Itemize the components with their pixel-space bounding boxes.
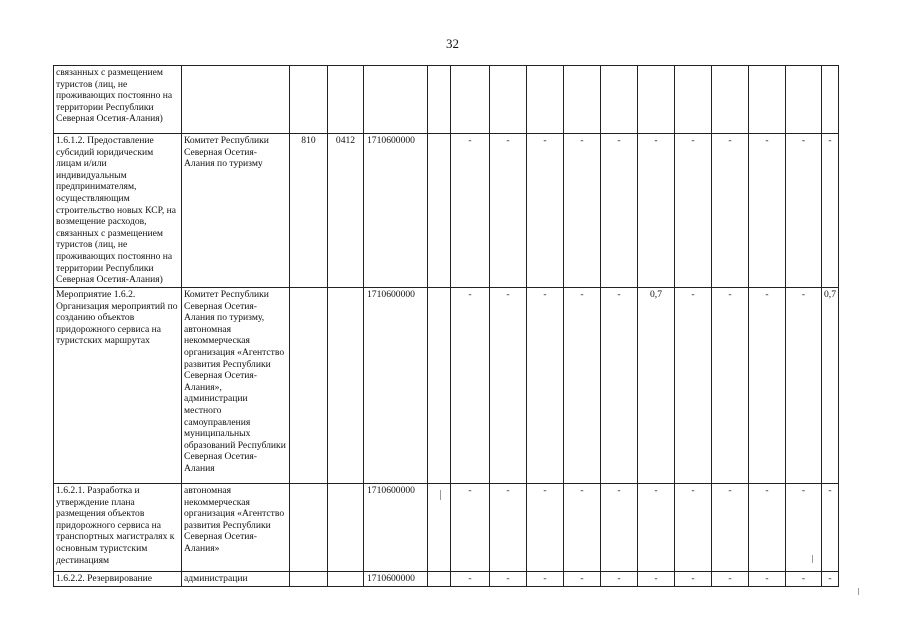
value-cell: - — [451, 484, 490, 572]
executor-cell: администрации — [182, 572, 290, 587]
value-cell: - — [786, 134, 822, 288]
value-cell — [564, 66, 601, 134]
value-cell — [712, 66, 749, 134]
table-row — [54, 484, 839, 572]
value-cell: - — [638, 134, 675, 288]
rzpr-cell — [328, 484, 364, 572]
value-cell: - — [451, 288, 490, 484]
value-cell: - — [490, 134, 527, 288]
value-cell: - — [451, 572, 490, 587]
value-cell: - — [786, 572, 822, 587]
value-cell: - — [749, 572, 786, 587]
value-cell: - — [749, 484, 786, 572]
csr-cell: 1710600000 — [364, 288, 428, 484]
csr-cell: 1710600000 — [364, 134, 428, 288]
executor-cell: Комитет Республики Северная Осетия-Алания по туризму — [182, 134, 290, 288]
value-cell — [749, 66, 786, 134]
table-row — [54, 66, 839, 134]
value-cell: - — [601, 288, 638, 484]
value-cell: - — [822, 572, 839, 587]
grbs-cell — [290, 66, 328, 134]
csr-cell: 1710600000 — [364, 572, 428, 587]
measure-name-cell: Мероприятие 1.6.2. Организация мероприятий по созданию объектов придорожного сервиса на туристских маршрутах — [54, 288, 182, 484]
value-cell: - — [527, 288, 564, 484]
value-cell: - — [527, 572, 564, 587]
value-cell: - — [601, 572, 638, 587]
value-cell: - — [675, 288, 712, 484]
table-row — [54, 134, 839, 288]
grbs-cell: 810 — [290, 134, 328, 288]
value-cell — [675, 66, 712, 134]
value-cell: - — [601, 484, 638, 572]
value-cell: - — [675, 572, 712, 587]
executor-cell: Комитет Республики Северная Осетия-Алания по туризму, автономная некоммерческая организация «Агентство развития Республики Северная Осетия-Алания», администрации местного самоуправления муниципальных образований Республики Северная Осетия-Алания — [182, 288, 290, 484]
value-cell: - — [490, 484, 527, 572]
value-cell: - — [749, 288, 786, 484]
csr-cell — [364, 66, 428, 134]
value-cell: - — [822, 484, 839, 572]
value-cell: - — [451, 134, 490, 288]
value-cell: - — [712, 134, 749, 288]
value-cell: - — [675, 134, 712, 288]
measure-name-cell: 1.6.2.1. Разработка и утверждение плана размещения объектов придорожного сервиса на транспортных магистралях к основным туристским дестинациям — [54, 484, 182, 572]
value-cell — [527, 66, 564, 134]
scan-artifact — [858, 588, 859, 595]
value-cell: - — [712, 572, 749, 587]
executor-cell: автономная некоммерческая организация «Агентство развития Республики Северная Осетия-Алания» — [182, 484, 290, 572]
value-cell — [428, 484, 451, 572]
value-cell: - — [786, 288, 822, 484]
value-cell — [428, 288, 451, 484]
rzpr-cell — [328, 572, 364, 587]
measure-name-cell: связанных с размещением туристов (лиц, не проживающих постоянно на территории Республики Северная Осетия-Алания) — [54, 66, 182, 134]
csr-cell: 1710600000 — [364, 484, 428, 572]
value-cell: - — [527, 484, 564, 572]
rzpr-cell — [328, 288, 364, 484]
rzpr-cell: 0412 — [328, 134, 364, 288]
scan-artifact — [440, 490, 441, 500]
value-cell: - — [749, 134, 786, 288]
value-cell: - — [675, 484, 712, 572]
grbs-cell — [290, 484, 328, 572]
table-row — [54, 288, 839, 484]
measure-name-cell: 1.6.1.2. Предоставление субсидий юридическим лицам и/или индивидуальным предпринимателям, осуществляющим строительство новых КСР, на возмещение расходов, связанных с размещением туристов (лиц, не проживающих постоянно на территории Республики Северная Осетия-Алания) — [54, 134, 182, 288]
value-cell — [601, 66, 638, 134]
value-cell — [822, 66, 839, 134]
value-cell: - — [564, 288, 601, 484]
value-cell: - — [786, 484, 822, 572]
value-cell — [428, 572, 451, 587]
value-cell: - — [712, 288, 749, 484]
budget-table — [53, 65, 839, 587]
value-cell: - — [564, 134, 601, 288]
value-cell: - — [712, 484, 749, 572]
rzpr-cell — [328, 66, 364, 134]
value-cell: - — [564, 484, 601, 572]
value-cell — [638, 66, 675, 134]
value-cell: - — [638, 572, 675, 587]
value-cell — [428, 134, 451, 288]
measure-name-cell: 1.6.2.2. Резервирование — [54, 572, 182, 587]
scan-artifact — [812, 555, 813, 563]
value-cell — [786, 66, 822, 134]
value-cell: - — [601, 134, 638, 288]
value-cell: - — [822, 134, 839, 288]
value-cell: 0,7 — [638, 288, 675, 484]
executor-cell — [182, 66, 290, 134]
value-cell: - — [490, 572, 527, 587]
value-cell — [451, 66, 490, 134]
value-cell: 0,7 — [822, 288, 839, 484]
value-cell: - — [527, 134, 564, 288]
value-cell — [428, 66, 451, 134]
grbs-cell — [290, 572, 328, 587]
table-body — [54, 66, 839, 587]
page-number: 32 — [446, 36, 459, 51]
grbs-cell — [290, 288, 328, 484]
table-row — [54, 572, 839, 587]
value-cell: - — [490, 288, 527, 484]
value-cell: - — [564, 572, 601, 587]
value-cell: - — [638, 484, 675, 572]
value-cell — [490, 66, 527, 134]
